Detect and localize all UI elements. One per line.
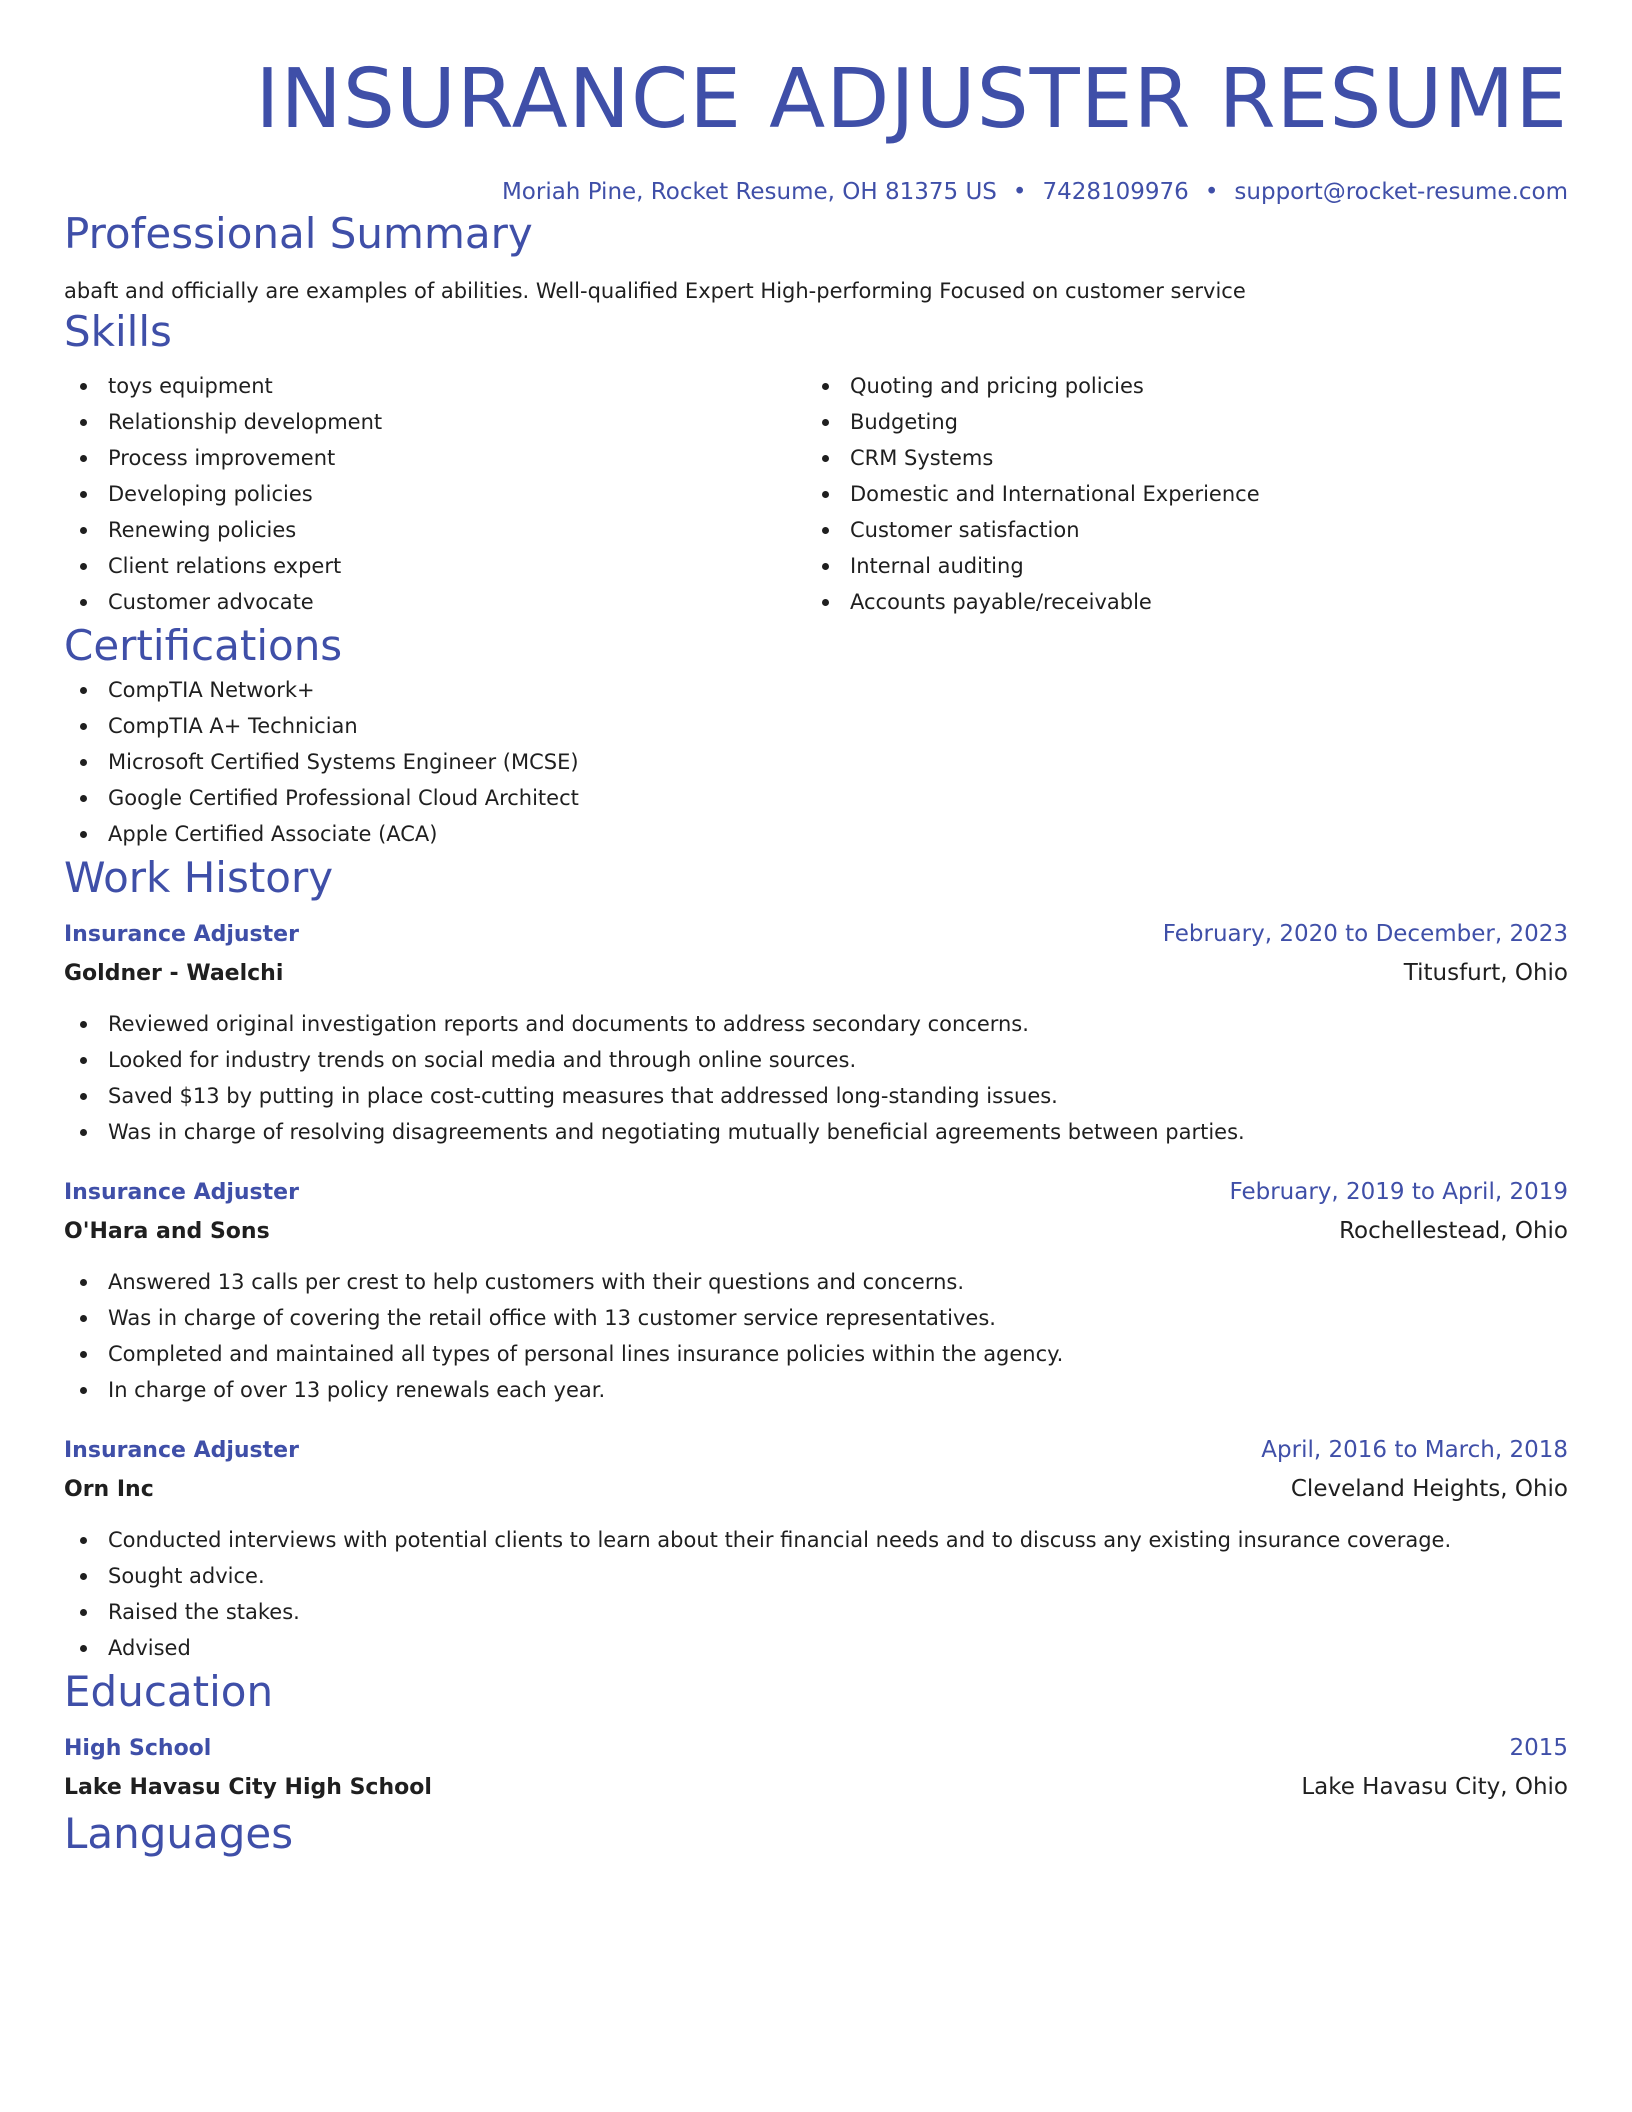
job-location: Rochellestead, Ohio xyxy=(1339,1218,1568,1244)
education-year: 2015 xyxy=(1509,1735,1568,1761)
job-dates: April, 2016 to March, 2018 xyxy=(1261,1437,1568,1463)
job-bullet: Was in charge of resolving disagreements and negotiating mutually beneficial agreements between parties. xyxy=(64,1114,1568,1150)
skills-heading: Skills xyxy=(64,307,172,356)
education-entry xyxy=(64,1730,1568,1808)
skill-item: Domestic and International Experience xyxy=(806,476,1548,512)
skill-item: Renewing policies xyxy=(64,512,806,548)
languages-heading: Languages xyxy=(64,1809,294,1858)
job-bullets xyxy=(64,1006,1568,1150)
education-degree: High School xyxy=(64,1736,212,1761)
contact-separator: • xyxy=(1204,179,1219,205)
job-bullets xyxy=(64,1264,1568,1408)
job-employer: O'Hara and Sons xyxy=(64,1219,270,1244)
certification-item: Apple Certified Associate (ACA) xyxy=(64,816,1568,852)
certification-item: CompTIA A+ Technician xyxy=(64,708,1568,744)
contact-email: support@rocket-resume.com xyxy=(1234,179,1568,205)
skill-item: Budgeting xyxy=(806,404,1548,440)
job-entry xyxy=(64,1432,1568,1666)
skill-item: Process improvement xyxy=(64,440,806,476)
certifications-list xyxy=(64,672,1568,852)
skill-item: Developing policies xyxy=(64,476,806,512)
job-role: Insurance Adjuster xyxy=(64,1180,299,1205)
education-heading: Education xyxy=(64,1667,274,1716)
job-bullets xyxy=(64,1522,1568,1666)
contact-phone: 7428109976 xyxy=(1042,179,1189,205)
skill-item: Client relations expert xyxy=(64,548,806,584)
job-entry xyxy=(64,1174,1568,1408)
job-location: Titusfurt, Ohio xyxy=(1403,960,1568,986)
job-bullet: Sought advice. xyxy=(64,1558,1568,1594)
skills-list-left xyxy=(64,368,806,620)
certification-item: Microsoft Certified Systems Engineer (MCSE) xyxy=(64,744,1568,780)
job-bullet: Raised the stakes. xyxy=(64,1594,1568,1630)
job-bullet: Conducted interviews with potential clients to learn about their financial needs and to discuss any existing insurance coverage. xyxy=(64,1522,1568,1558)
contact-address: Moriah Pine, Rocket Resume, OH 81375 US xyxy=(501,179,997,205)
certification-item: CompTIA Network+ xyxy=(64,672,1568,708)
job-role: Insurance Adjuster xyxy=(64,922,299,947)
contact-separator: • xyxy=(1012,179,1027,205)
summary-heading: Professional Summary xyxy=(64,209,533,258)
job-bullet: Completed and maintained all types of personal lines insurance policies within the agency. xyxy=(64,1336,1568,1372)
job-employer: Orn Inc xyxy=(64,1477,154,1502)
job-bullet: Looked for industry trends on social media and through online sources. xyxy=(64,1042,1568,1078)
certifications-heading: Certifications xyxy=(64,621,343,670)
skill-item: Internal auditing xyxy=(806,548,1548,584)
job-bullet: Answered 13 calls per crest to help customers with their questions and concerns. xyxy=(64,1264,1568,1300)
skill-item: Accounts payable/receivable xyxy=(806,584,1548,620)
skill-item: toys equipment xyxy=(64,368,806,404)
job-bullet: In charge of over 13 policy renewals each year. xyxy=(64,1372,1568,1408)
skill-item: Customer advocate xyxy=(64,584,806,620)
skill-item: Quoting and pricing policies xyxy=(806,368,1548,404)
job-bullet: Advised xyxy=(64,1630,1568,1666)
job-bullet: Was in charge of covering the retail office with 13 customer service representatives. xyxy=(64,1300,1568,1336)
contact-line xyxy=(64,176,1568,208)
work-history-heading: Work History xyxy=(64,853,334,902)
skill-item: Relationship development xyxy=(64,404,806,440)
skills-grid xyxy=(64,368,1568,620)
summary-text: abaft and officially are examples of abilities. Well-qualified Expert High-performing Focused on customer service xyxy=(64,279,1246,303)
job-employer: Goldner - Waelchi xyxy=(64,961,284,986)
education-school: Lake Havasu City High School xyxy=(64,1775,432,1800)
skill-item: CRM Systems xyxy=(806,440,1548,476)
resume-title: INSURANCE ADJUSTER RESUME xyxy=(255,52,1568,147)
job-dates: February, 2019 to April, 2019 xyxy=(1229,1179,1568,1205)
certification-item: Google Certified Professional Cloud Architect xyxy=(64,780,1568,816)
job-role: Insurance Adjuster xyxy=(64,1438,299,1463)
skills-list-right xyxy=(806,368,1548,620)
job-bullet: Reviewed original investigation reports and documents to address secondary concerns. xyxy=(64,1006,1568,1042)
job-dates: February, 2020 to December, 2023 xyxy=(1162,921,1568,947)
job-entry xyxy=(64,916,1568,1150)
job-location: Cleveland Heights, Ohio xyxy=(1290,1476,1568,1502)
education-location: Lake Havasu City, Ohio xyxy=(1301,1774,1568,1800)
skill-item: Customer satisfaction xyxy=(806,512,1548,548)
job-bullet: Saved $13 by putting in place cost-cutting measures that addressed long-standing issues. xyxy=(64,1078,1568,1114)
